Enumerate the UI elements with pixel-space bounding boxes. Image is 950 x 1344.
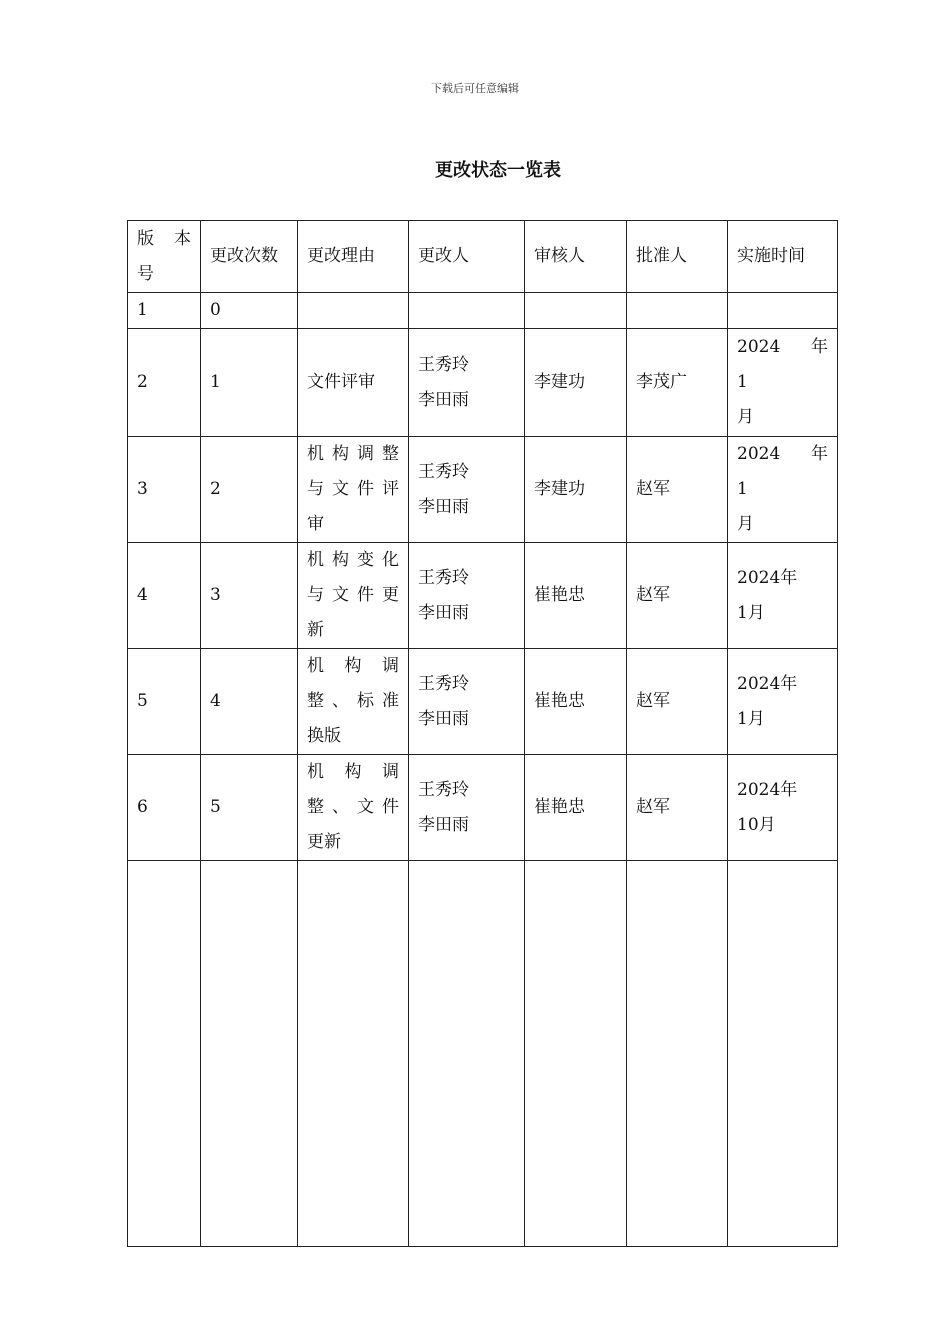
change-status-table xyxy=(127,220,845,1247)
table-row xyxy=(128,543,838,649)
reason-line: 机 构 调 xyxy=(307,762,399,782)
empty-cell xyxy=(298,861,409,1247)
header-implement-date: 实施时间 xyxy=(728,221,838,293)
empty-cell xyxy=(128,861,201,1247)
changer-name: 李田雨 xyxy=(418,602,469,623)
empty-cell xyxy=(201,861,298,1247)
reviewer-cell: 崔艳忠 xyxy=(525,755,627,861)
reason-line: 机构调整 xyxy=(307,444,399,464)
header-change-reason: 更改理由 xyxy=(298,221,409,293)
changer-cell xyxy=(409,755,525,861)
reason-cell xyxy=(298,437,409,543)
header-note: 下载后可任意编辑 xyxy=(431,82,519,95)
date-cell xyxy=(728,329,845,437)
date-line: 10月 xyxy=(737,814,776,835)
count-cell: 3 xyxy=(201,543,298,649)
header-reviewer: 审核人 xyxy=(525,221,627,293)
reason-line: 更新 xyxy=(307,832,341,852)
reason-line: 与文件更 xyxy=(307,585,399,605)
reason-line: 整、标准 xyxy=(307,691,399,711)
reason-line: 新 xyxy=(307,620,324,640)
reason-cell xyxy=(298,329,409,437)
date-cell xyxy=(728,649,838,755)
empty-cell xyxy=(627,861,728,1247)
empty-cell xyxy=(728,861,838,1247)
reason-line: 审 xyxy=(307,514,324,534)
reason-line: 文件评审 xyxy=(307,372,375,392)
reviewer-cell xyxy=(525,293,627,329)
reason-line: 与文件评 xyxy=(307,479,399,499)
empty-cell xyxy=(409,861,525,1247)
date-line: 2024年 xyxy=(737,779,798,800)
changer-name: 李田雨 xyxy=(418,708,469,729)
version-cell: 1 xyxy=(128,293,201,329)
reason-cell xyxy=(298,649,409,755)
empty-cell xyxy=(525,861,627,1247)
date-cell xyxy=(728,437,845,543)
table-row xyxy=(128,329,838,437)
date-line: 1月 xyxy=(737,708,765,729)
reason-line: 整、文件 xyxy=(307,797,399,817)
changer-cell xyxy=(409,649,525,755)
approver-cell: 赵军 xyxy=(627,649,728,755)
table-header-row xyxy=(128,221,838,293)
approver-cell xyxy=(627,293,728,329)
count-cell: 5 xyxy=(201,755,298,861)
version-cell: 2 xyxy=(128,329,201,437)
count-cell: 0 xyxy=(201,293,298,329)
header-changer: 更改人 xyxy=(409,221,525,293)
reviewer-cell: 李建功 xyxy=(525,437,627,543)
changer-name: 李田雨 xyxy=(418,814,469,835)
changer-name: 王秀玲 xyxy=(418,567,469,588)
changer-cell xyxy=(409,293,525,329)
page-title: 更改状态一览表 xyxy=(435,160,561,181)
changer-cell xyxy=(409,437,525,543)
approver-cell: 赵军 xyxy=(627,437,728,543)
date-cell xyxy=(728,293,838,329)
version-cell: 6 xyxy=(128,755,201,861)
version-cell: 4 xyxy=(128,543,201,649)
approver-cell: 赵军 xyxy=(627,755,728,861)
date-line: 1月 xyxy=(737,602,765,623)
reviewer-cell: 崔艳忠 xyxy=(525,543,627,649)
header-change-count: 更改次数 xyxy=(201,221,298,293)
reason-line: 机 构 调 xyxy=(307,656,399,676)
date-line: 月 xyxy=(737,514,754,534)
reason-cell xyxy=(298,293,409,329)
date-line: 2024年 xyxy=(737,673,798,694)
changer-name: 王秀玲 xyxy=(418,461,469,482)
reason-cell xyxy=(298,755,409,861)
count-cell: 2 xyxy=(201,437,298,543)
header-version xyxy=(128,221,201,293)
count-cell: 4 xyxy=(201,649,298,755)
version-cell: 5 xyxy=(128,649,201,755)
date-line: 2024 年 1 xyxy=(737,337,845,392)
reason-line: 换版 xyxy=(307,726,341,746)
changer-name: 王秀玲 xyxy=(418,354,469,375)
header-version-line-1: 版 本 xyxy=(137,228,191,249)
table-row xyxy=(128,437,838,543)
date-cell xyxy=(728,755,838,861)
changer-name: 李田雨 xyxy=(418,389,469,410)
table-row xyxy=(128,755,838,861)
version-cell: 3 xyxy=(128,437,201,543)
date-line: 月 xyxy=(737,407,754,427)
table-row xyxy=(128,649,838,755)
table-row xyxy=(128,293,838,329)
header-version-line-2: 号 xyxy=(137,263,154,284)
date-cell xyxy=(728,543,838,649)
approver-cell: 李茂广 xyxy=(627,329,728,437)
changer-name: 王秀玲 xyxy=(418,673,469,694)
reason-line: 机构变化 xyxy=(307,550,399,570)
reason-cell xyxy=(298,543,409,649)
changer-name: 李田雨 xyxy=(418,496,469,517)
changer-cell xyxy=(409,329,525,437)
empty-table-row xyxy=(128,861,838,1247)
approver-cell: 赵军 xyxy=(627,543,728,649)
reviewer-cell: 崔艳忠 xyxy=(525,649,627,755)
reviewer-cell: 李建功 xyxy=(525,329,627,437)
changer-cell xyxy=(409,543,525,649)
date-line: 2024年 xyxy=(737,567,798,588)
count-cell: 1 xyxy=(201,329,298,437)
header-approver: 批准人 xyxy=(627,221,728,293)
changer-name: 王秀玲 xyxy=(418,779,469,800)
date-line: 2024 年 1 xyxy=(737,444,845,499)
